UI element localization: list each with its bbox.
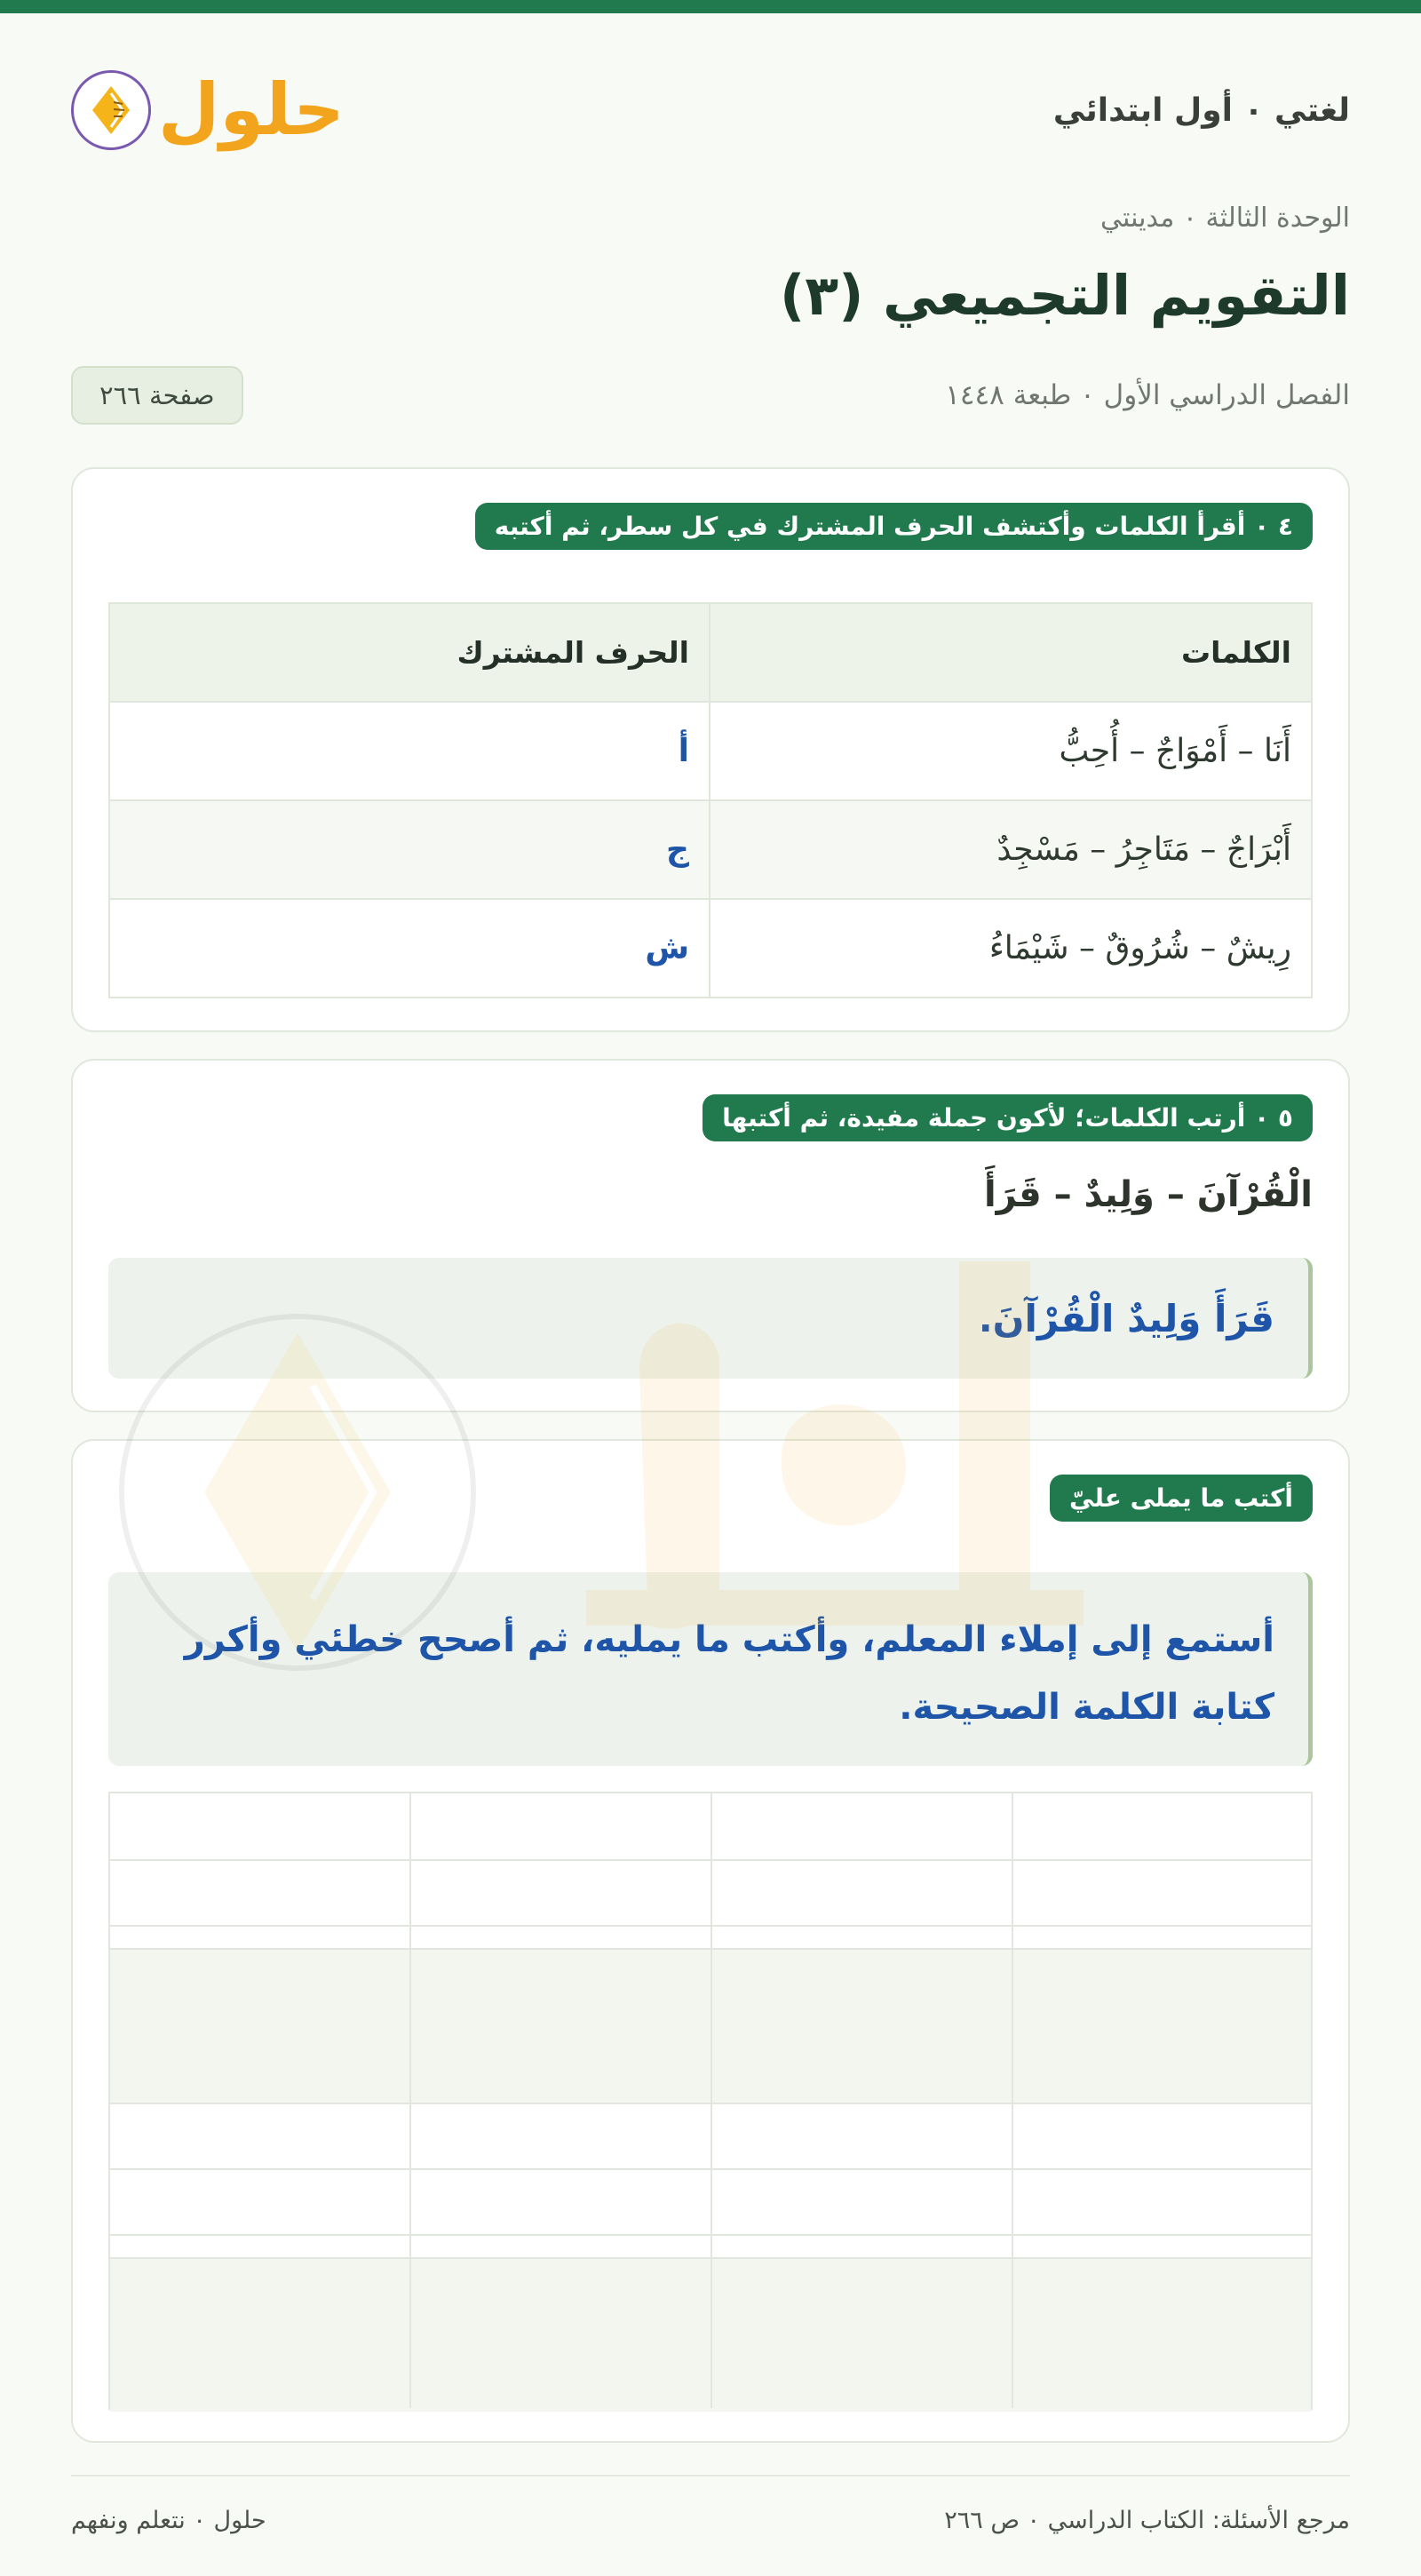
scrambled-words: الْقُرْآنَ – وَلِيدٌ – قَرَأَ	[983, 1174, 1313, 1215]
unit-label: الوحدة الثالثة ٠ مدينتي	[1100, 203, 1350, 234]
column-header-words: الكلمات	[710, 603, 1312, 702]
letter-cell[interactable]: ج	[109, 800, 710, 899]
answer-sentence: قَرَأَ وَلِيدٌ الْقُرْآنَ.	[978, 1296, 1274, 1340]
dictation-card	[71, 1439, 1350, 2443]
question-5-badge: ٥ ٠ أرتب الكلمات؛ لأكون جملة مفيدة، ثم أكتبها	[703, 1094, 1313, 1141]
question-5-card	[71, 1059, 1350, 1412]
footer-tagline: حلول ٠ نتعلم ونفهم	[71, 2506, 266, 2534]
letter-cell[interactable]: أ	[109, 702, 710, 800]
questions-source: مرجع الأسئلة: الكتاب الدراسي ٠ ص ٢٦٦	[944, 2506, 1350, 2534]
writing-grid[interactable]	[108, 1792, 1313, 2410]
dictation-instruction: أستمع إلى إملاء المعلم، وأكتب ما يمليه، ثم أصحح خطئي وأكرر كتابة الكلمة الصحيحة.	[184, 1619, 1274, 1728]
term-label: الفصل الدراسي الأول ٠ طبعة ١٤٤٨	[945, 379, 1350, 411]
hulul-logo	[71, 70, 345, 150]
top-accent-bar	[0, 0, 1421, 13]
table-row	[109, 800, 1312, 899]
table-row	[109, 899, 1312, 998]
page-header	[71, 55, 1350, 165]
logo-wordmark: حلول	[158, 68, 345, 151]
dictation-instruction-box	[108, 1572, 1313, 1766]
page-footer	[71, 2475, 1350, 2564]
question-4-card	[71, 467, 1350, 1032]
question-4-badge: ٤ ٠ أقرأ الكلمات وأكتشف الحرف المشترك في كل سطر، ثم أكتبه	[475, 503, 1313, 550]
meta-row	[71, 360, 1350, 431]
column-header-letter: الحرف المشترك	[109, 603, 710, 702]
words-cell: رِيشٌ – شُرُوقٌ – شَيْمَاءُ	[710, 899, 1312, 998]
page-number-badge: صفحة ٢٦٦	[71, 366, 243, 425]
subject-title: لغتي ٠ أول ابتدائي	[1052, 91, 1350, 129]
grid-column-line	[409, 1793, 411, 2408]
letter-cell[interactable]: ش	[109, 899, 710, 998]
grid-column-line	[710, 1793, 712, 2408]
common-letter-table	[108, 602, 1313, 998]
grid-column-line	[1012, 1793, 1013, 2408]
page-title: التقويم التجميعي (٣)	[779, 263, 1350, 328]
book-logo-icon	[71, 70, 151, 150]
words-cell: أَبْرَاجٌ – مَتَاجِرُ – مَسْجِدٌ	[710, 800, 1312, 899]
dictation-badge: أكتب ما يملى عليّ	[1050, 1475, 1313, 1522]
words-cell: أَنَا – أَمْوَاجٌ – أُحِبُّ	[710, 702, 1312, 800]
table-row	[109, 702, 1312, 800]
answer-box[interactable]	[108, 1258, 1313, 1379]
